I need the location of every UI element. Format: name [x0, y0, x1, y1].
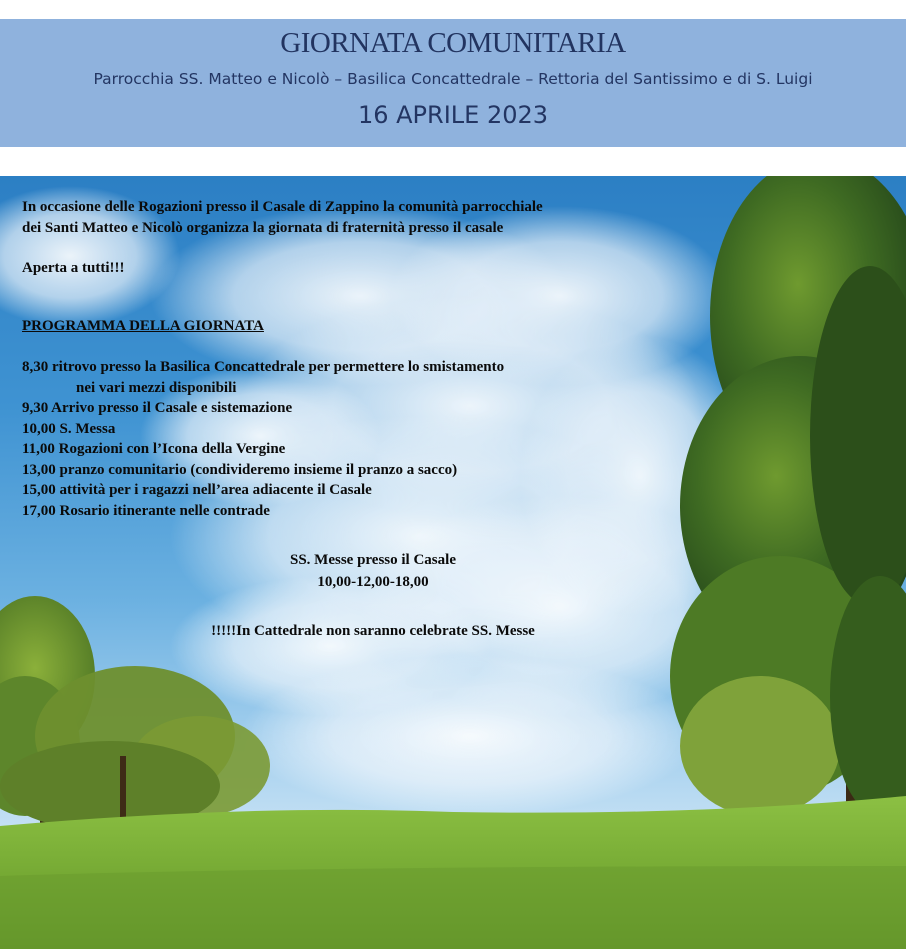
program-heading: PROGRAMMA DELLA GIORNATA	[22, 317, 264, 334]
event-header	[0, 19, 906, 147]
parish-subtitle: Parrocchia SS. Matteo e Nicolò – Basilica Concattedrale – Rettoria del Santissimo e di S. Luigi	[93, 70, 813, 88]
masses-title: SS. Messe presso il Casale	[290, 552, 456, 568]
program-item: 13,00 pranzo comunitario (condivideremo insieme il pranzo a sacco)	[22, 461, 458, 478]
program-item: 10,00 S. Messa	[22, 420, 116, 437]
program-item: nei vari mezzi disponibili	[76, 379, 237, 396]
cathedral-notice: !!!!!In Cattedrale non saranno celebrate SS. Messe	[211, 623, 535, 639]
intro-line-2: dei Santi Matteo e Nicolò organizza la giornata di fraternità presso il casale	[22, 219, 504, 236]
event-date: 16 APRILE 2023	[357, 101, 549, 129]
event-title: GIORNATA COMUNITARIA	[280, 27, 626, 59]
program-item: 15,00 attività per i ragazzi nell’area adiacente il Casale	[22, 482, 372, 498]
program-item: 11,00 Rogazioni con l’Icona della Vergine	[22, 441, 286, 457]
program-item: 17,00 Rosario itinerante nelle contrade	[22, 502, 270, 519]
program-item: 8,30 ritrovo presso la Basilica Concattedrale per permettere lo smistamento	[22, 359, 505, 375]
masses-times: 10,00-12,00-18,00	[317, 574, 429, 590]
program-item: 9,30 Arrivo presso il Casale e sistemazione	[22, 400, 293, 416]
open-to-all: Aperta a tutti!!!	[22, 260, 125, 276]
masses-info	[150, 549, 596, 593]
event-description	[22, 197, 662, 521]
intro-line-1: In occasione delle Rogazioni presso il Casale di Zappino la comunità parrocchiale	[22, 199, 543, 215]
